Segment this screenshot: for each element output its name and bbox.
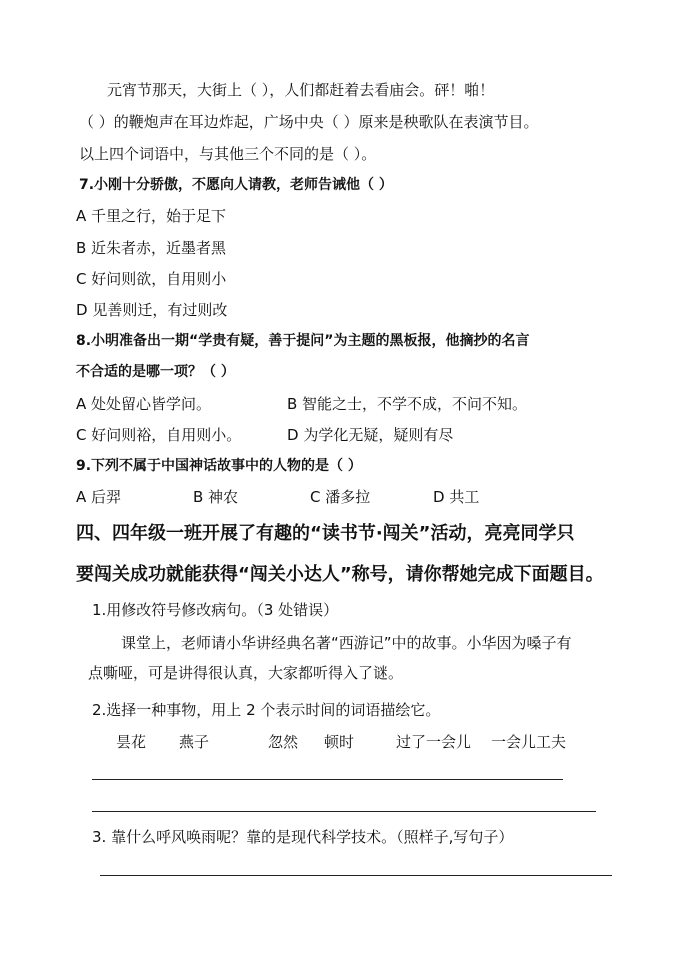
q8-option-a: A 处处留心皆学问。: [76, 395, 212, 413]
word-option-6: 一会儿工夫: [491, 733, 567, 751]
intro-line-2: （ ）的鞭炮声在耳边炸起，广场中央（ ）原来是秧歌队在表演节目。: [79, 113, 539, 131]
q9-option-c: C 潘多拉: [310, 488, 371, 506]
q7-option-c: C 好问则欲，自用则小: [76, 270, 227, 288]
q9-option-a: A 后羿: [76, 488, 122, 506]
answer-line-2[interactable]: [92, 811, 596, 812]
word-option-4: 顿时: [324, 733, 355, 751]
q7-option-a: A 千里之行，始于足下: [76, 207, 227, 225]
word-option-3: 忽然: [268, 733, 299, 751]
section-4-heading-line-1: 四、四年级一班开展了有趣的“读书节·闯关”活动，亮亮同学只: [76, 523, 575, 544]
item-1-title: 1.用修改符号修改病句。（3 处错误）: [92, 601, 339, 619]
word-option-2: 燕子: [179, 733, 210, 751]
q8-option-c: C 好问则裕，自用则小。: [76, 426, 242, 444]
question-8-line-2: 不合适的是哪一项？（ ）: [76, 364, 235, 380]
question-7: 7.小刚十分骄傲，不愿向人请教，老师告诫他（ ）: [79, 177, 393, 193]
q7-option-b: B 近朱者赤，近墨者黑: [76, 239, 227, 257]
item-2-title: 2.选择一种事物，用上 2 个表示时间的词语描绘它。: [92, 701, 441, 719]
answer-line-1[interactable]: [92, 779, 563, 780]
question-8-line-1: 8.小明准备出一期“学贵有疑，善于提问”为主题的黑板报，他摘抄的名言: [76, 333, 530, 349]
q9-option-d: D 共工: [433, 488, 480, 506]
intro-line-1: 元宵节那天，大街上（ ），人们都赶着去看庙会。砰！啪！: [107, 81, 495, 99]
q8-option-b: B 智能之士，不学不成，不问不知。: [287, 395, 528, 413]
item-3-title: 3. 靠什么呼风唤雨呢？靠的是现代科学技术。（照样子,写句子）: [92, 828, 514, 846]
answer-line-3[interactable]: [100, 875, 612, 876]
intro-line-3: 以上四个词语中，与其他三个不同的是（ ）。: [79, 145, 377, 163]
question-9: 9.下列不属于中国神话故事中的人物的是（ ）: [76, 458, 362, 474]
item-1-text-line-1: 课堂上，老师请小华讲经典名著“西游记”中的故事。小华因为嗓子有: [121, 634, 572, 652]
section-4-heading-line-2: 要闯关成功就能获得“闯关小达人”称号，请你帮她完成下面题目。: [76, 564, 604, 585]
q9-option-b: B 神农: [193, 488, 239, 506]
word-option-1: 昙花: [116, 733, 147, 751]
q8-option-d: D 为学化无疑，疑则有尽: [287, 426, 454, 444]
item-1-text-line-2: 点嘶哑，可是讲得很认真，大家都听得入了谜。: [88, 664, 404, 682]
q7-option-d: D 见善则迁，有过则改: [76, 301, 228, 319]
word-option-5: 过了一会儿: [396, 733, 472, 751]
